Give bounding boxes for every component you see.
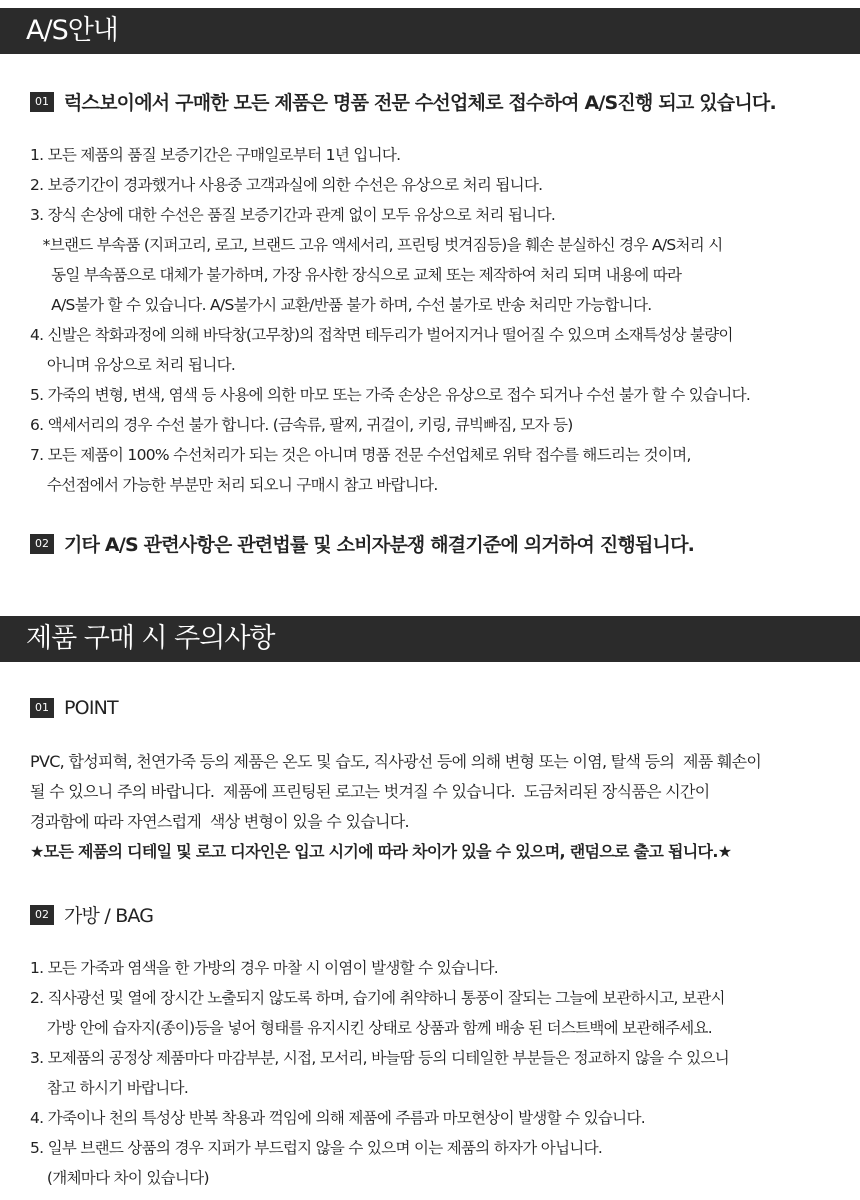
bag-list [30,953,858,1193]
num-badge: 02 [30,534,54,554]
list-item: 5. 가죽의 변형, 변색, 염색 등 사용에 의한 마모 또는 가죽 손상은 유상으로 접수 되거나 수선 불가 할 수 있습니다. [30,386,751,404]
list-item: 2. 보증기간이 경과했거나 사용중 고객과실에 의한 수선은 유상으로 처리 됩니다. [30,176,543,194]
list-item: 참고 하시기 바랍니다. [30,1079,189,1097]
list-item: 가방 안에 습자지(종이)등을 넣어 형태를 유지시킨 상태로 상품과 함께 배송 된 더스트백에 보관해주세요. [30,1019,713,1037]
list-item: 4. 신발은 착화과정에 의해 바닥창(고무창)의 접착면 테두리가 벌어지거나 떨어질 수 있으며 소재특성상 불량이 [30,326,733,344]
paragraph-line: 될 수 있으니 주의 바랍니다. 제품에 프린팅된 로고는 벗겨질 수 있습니다. 도금처리된 장식품은 시간이 [30,782,710,801]
list-item: 2. 직사광선 및 열에 장시간 노출되지 않도록 하며, 습기에 취약하니 통풍이 잘되는 그늘에 보관하시고, 보관시 [30,989,725,1007]
list-item: 3. 장식 손상에 대한 수선은 품질 보증기간과 관계 없이 모두 유상으로 처리 됩니다. [30,206,556,224]
list-item: *브랜드 부속품 (지퍼고리, 로고, 브랜드 고유 액세서리, 프린팅 벗겨짐등)을 훼손 분실하신 경우 A/S처리 시 [30,236,723,254]
list-item: 6. 액세서리의 경우 수선 불가 합니다. (금속류, 팔찌, 귀걸이, 키링, 큐빅빠짐, 모자 등) [30,416,573,434]
as-item-1-heading-row [30,88,776,115]
point-heading-row [30,697,118,719]
list-item: 3. 모제품의 공정상 제품마다 마감부분, 시접, 모서리, 바늘땀 등의 디테일한 부분들은 정교하지 않을 수 있으니 [30,1049,729,1067]
as-item-2-heading: 기타 A/S 관련사항은 관련법률 및 소비자분쟁 해결기준에 의거하여 진행됩니다. [64,534,695,556]
point-paragraph [30,747,858,867]
paragraph-line: PVC, 합성피혁, 천연가죽 등의 제품은 온도 및 습도, 직사광선 등에 의해 변형 또는 이염, 탈색 등의 제품 훼손이 [30,752,762,771]
list-item: 7. 모든 제품이 100% 수선처리가 되는 것은 아니며 명품 전문 수선업체로 위탁 접수를 해드리는 것이며, [30,446,691,464]
bag-heading-row [30,901,153,928]
as-section-title: A/S안내 [0,8,860,54]
list-item: 1. 모든 제품의 품질 보증기간은 구매일로부터 1년 입니다. [30,146,401,164]
list-item: (개체마다 차이 있습니다) [30,1169,209,1187]
caution-section-title: 제품 구매 시 주의사항 [0,616,860,662]
list-item: A/S불가 할 수 있습니다. A/S불가시 교환/반품 불가 하며, 수선 불가로 반송 처리만 가능합니다. [30,296,652,314]
random-shipping-notice: ★모든 제품의 디테일 및 로고 디자인은 입고 시기에 따라 차이가 있을 수 있으며, 랜덤으로 출고 됩니다.★ [30,842,732,861]
list-item: 수선점에서 가능한 부분만 처리 되오니 구매시 참고 바랍니다. [30,476,438,494]
num-badge: 01 [30,698,54,718]
bag-heading: 가방 / BAG [64,905,154,927]
point-heading: POINT [64,697,118,719]
list-item: 아니며 유상으로 처리 됩니다. [30,356,236,374]
as-item-1-heading: 럭스보이에서 구매한 모든 제품은 명품 전문 수선업체로 접수하여 A/S진행 되고 있습니다. [64,92,776,114]
list-item: 4. 가죽이나 천의 특성상 반복 착용과 꺽임에 의해 제품에 주름과 마모현상이 발생할 수 있습니다. [30,1109,645,1127]
list-item: 동일 부속품으로 대체가 불가하며, 가장 유사한 장식으로 교체 또는 제작하여 처리 되며 내용에 따라 [30,266,682,284]
paragraph-line: 경과함에 따라 자연스럽게 색상 변형이 있을 수 있습니다. [30,812,409,831]
num-badge: 02 [30,905,54,925]
as-item-2-heading-row [30,530,694,557]
num-badge: 01 [30,92,54,112]
list-item: 1. 모든 가죽과 염색을 한 가방의 경우 마찰 시 이염이 발생할 수 있습니다. [30,959,498,977]
list-item: 5. 일부 브랜드 상품의 경우 지퍼가 부드럽지 않을 수 있으며 이는 제품의 하자가 아닙니다. [30,1139,603,1157]
as-list [30,140,858,500]
